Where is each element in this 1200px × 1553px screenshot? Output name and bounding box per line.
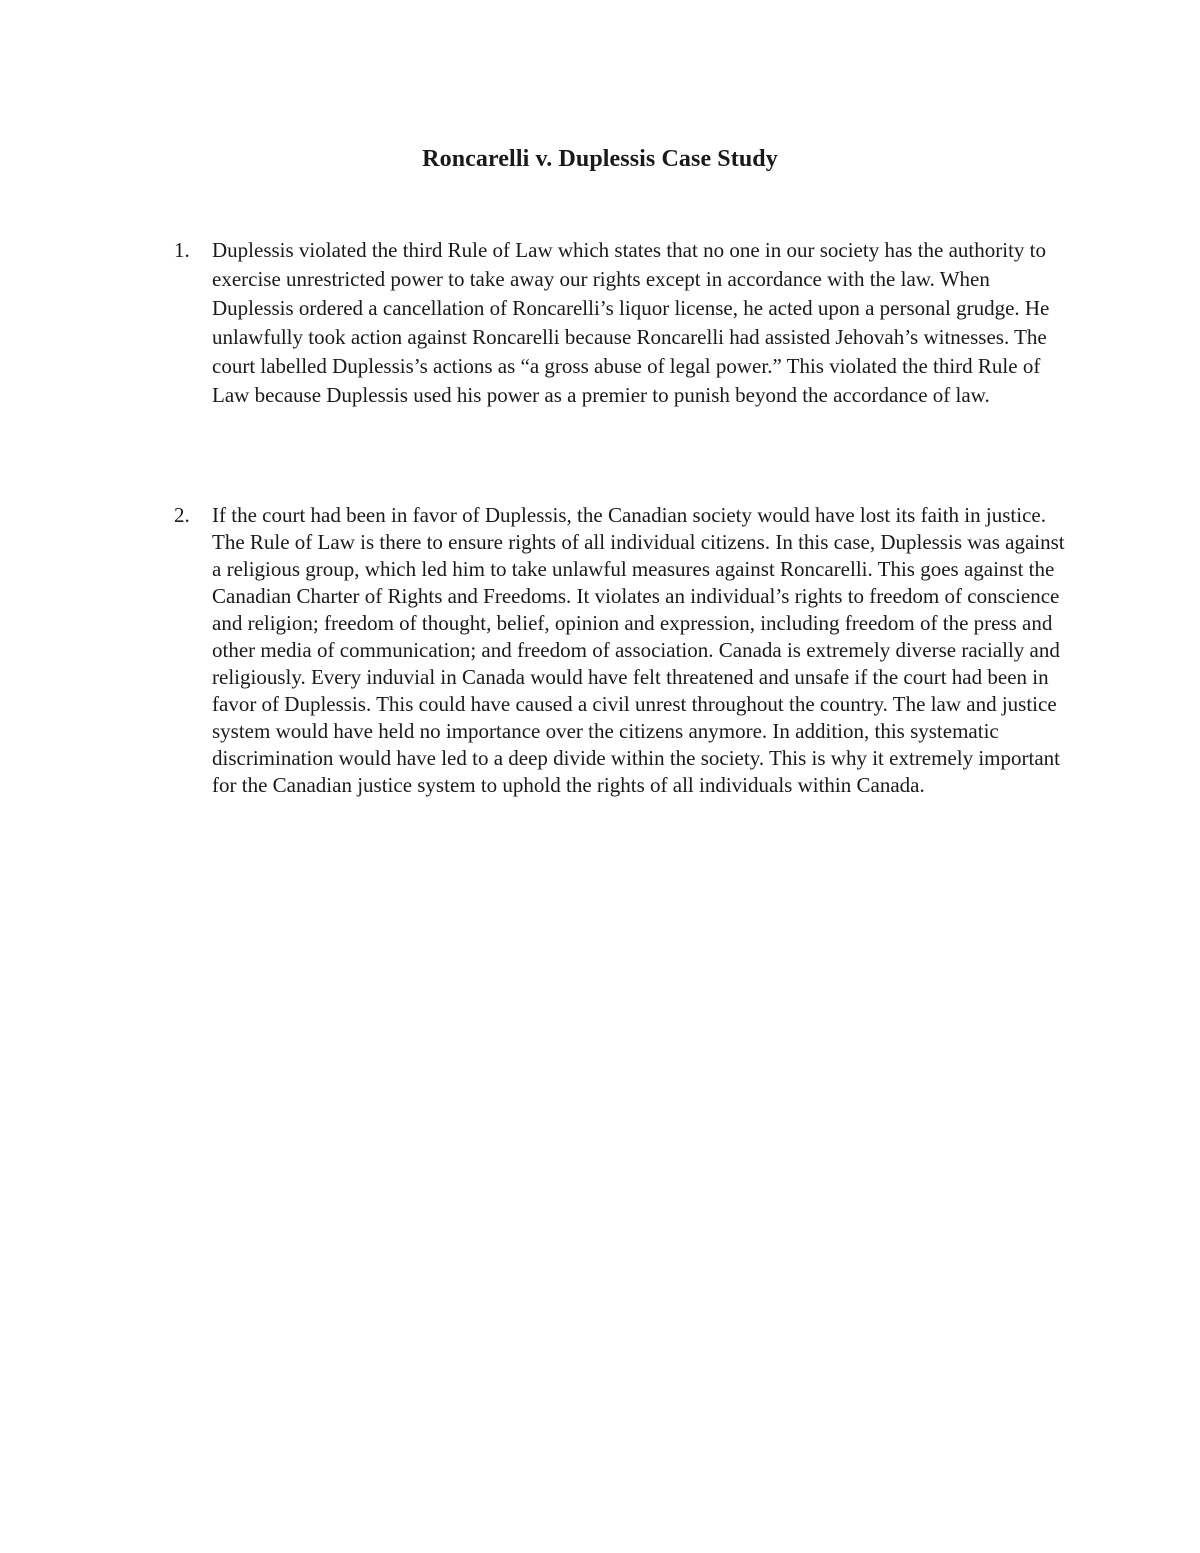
answer-list-2	[174, 502, 1074, 799]
list-item-text: If the court had been in favor of Duplessis, the Canadian society would have lost its faith in justice. The Rule of Law is there to ensure rights of all individual citizens. In this case, Duplessis was against a religious group, which led him to take unlawful measures against Roncarelli. This goes against the Canadian Charter of Rights and Freedoms. It violates an individual’s rights to freedom of conscience and religion; freedom of thought, belief, opinion and expression, including freedom of the press and other media of communication; and freedom of association. Canada is extremely diverse racially and religiously. Every induvial in Canada would have felt threatened and unsafe if the court had been in favor of Duplessis. This could have caused a civil unrest throughout the country. The law and justice system would have held no importance over the citizens anymore. In addition, this systematic discrimination would have led to a deep divide within the society. This is why it extremely important for the Canadian justice system to uphold the rights of all individuals within Canada.	[212, 503, 1065, 797]
list-item	[174, 236, 1074, 410]
list-item-number: 2.	[174, 503, 190, 527]
list-item	[174, 502, 1074, 799]
document-title: Roncarelli v. Duplessis Case Study	[422, 146, 778, 172]
list-item-text: Duplessis violated the third Rule of Law which states that no one in our society has the authority to exercise unrestricted power to take away our rights except in accordance with the law. When Duplessis ordered a cancellation of Roncarelli’s liquor license, he acted upon a personal grudge. He unlawfully took action against Roncarelli because Roncarelli had assisted Jehovah’s witnesses. The court labelled Duplessis’s actions as “a gross abuse of legal power.” This violated the third Rule of Law because Duplessis used his power as a premier to punish beyond the accordance of law.	[212, 238, 1050, 407]
answer-list-1	[174, 236, 1074, 410]
list-item-number: 1.	[174, 238, 190, 262]
